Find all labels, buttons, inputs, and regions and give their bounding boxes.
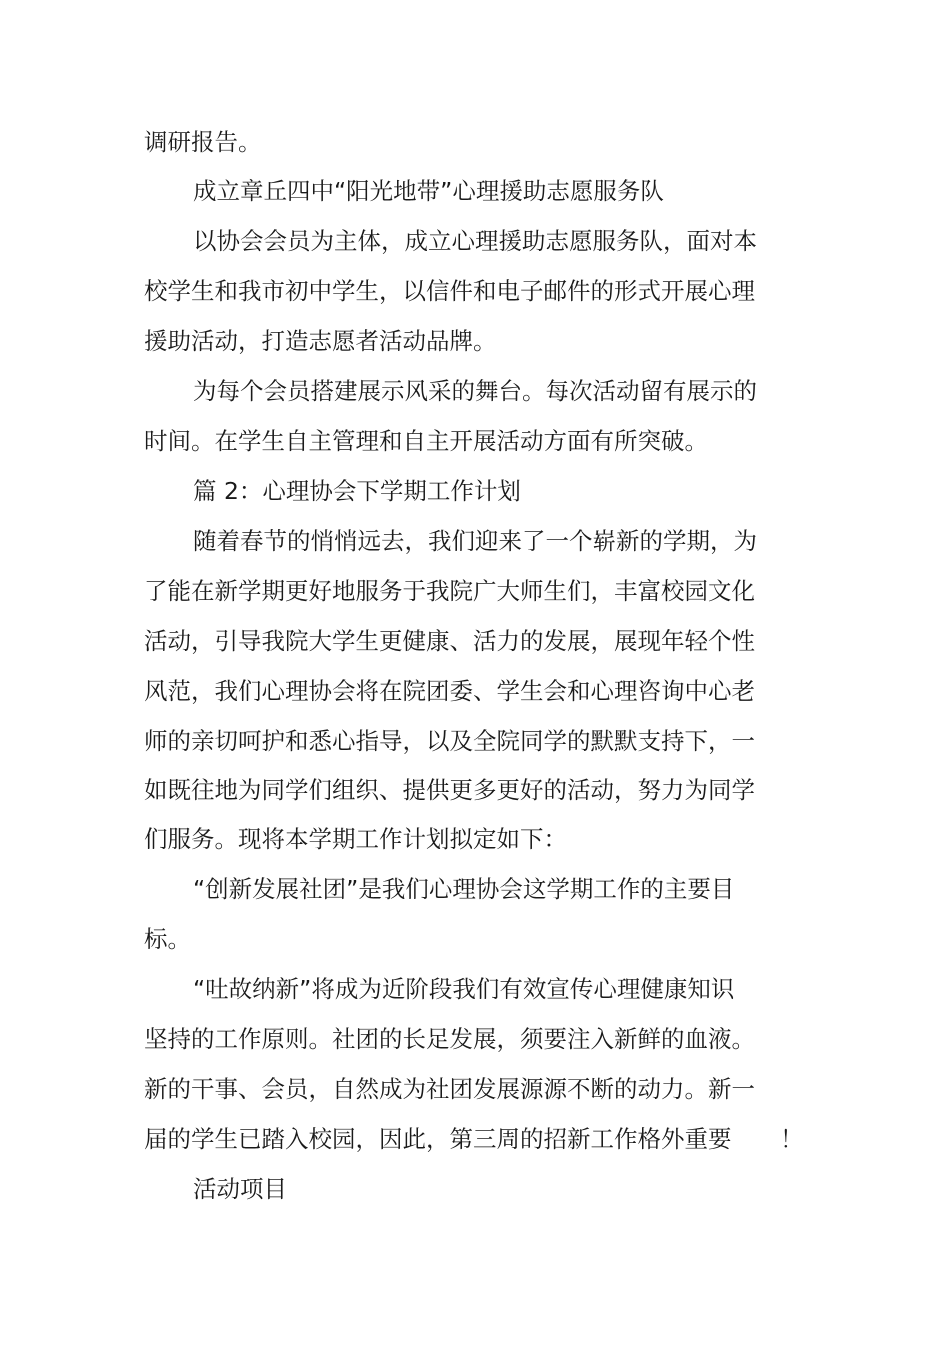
text-line: 风范，我们心理协会将在院团委、学生会和心理咨询中心老 xyxy=(144,677,755,705)
text-line: 援助活动，打造志愿者活动品牌。 xyxy=(144,327,497,355)
text-line: 标。 xyxy=(144,925,191,953)
text-line: 以协会会员为主体，成立心理援助志愿服务队，面对本 xyxy=(193,227,757,255)
section-heading: 活动项目 xyxy=(193,1175,287,1203)
text-line: 为每个会员搭建展示风采的舞台。每次活动留有展示的 xyxy=(193,377,757,405)
text-line: 届的学生已踏入校园，因此，第三周的招新工作格外重要 xyxy=(144,1125,732,1153)
text-line: 调研报告。 xyxy=(144,128,262,156)
chapter-heading: 篇 2：心理协会下学期工作计划 xyxy=(193,477,521,505)
text-line: 们服务。现将本学期工作计划拟定如下： xyxy=(144,825,567,853)
text-line: 师的亲切呵护和悉心指导，以及全院同学的默默支持下，一 xyxy=(144,727,755,755)
text-line: 新的干事、会员，自然成为社团发展源源不断的动力。新一 xyxy=(144,1075,755,1103)
text-line: 了能在新学期更好地服务于我院广大师生们，丰富校园文化 xyxy=(144,577,755,605)
section-heading: 成立章丘四中“阳光地带”心理援助志愿服务队 xyxy=(193,177,664,205)
text-line: 如既往地为同学们组织、提供更多更好的活动，努力为同学 xyxy=(144,776,755,804)
text-line: “创新发展社团”是我们心理协会这学期工作的主要目 xyxy=(193,875,735,903)
text-line: “吐故纳新”将成为近阶段我们有效宣传心理健康知识 xyxy=(193,975,735,1003)
text-line: 校学生和我市初中学生，以信件和电子邮件的形式开展心理 xyxy=(144,277,755,305)
text-line: 活动，引导我院大学生更健康、活力的发展，展现年轻个性 xyxy=(144,627,755,655)
text-line: 随着春节的悄悄远去，我们迎来了一个崭新的学期，为 xyxy=(193,527,757,555)
text-line: 时间。在学生自主管理和自主开展活动方面有所突破。 xyxy=(144,427,708,455)
exclamation-mark: ！ xyxy=(780,1125,804,1153)
text-line: 坚持的工作原则。社团的长足发展，须要注入新鲜的血液。 xyxy=(144,1025,755,1053)
